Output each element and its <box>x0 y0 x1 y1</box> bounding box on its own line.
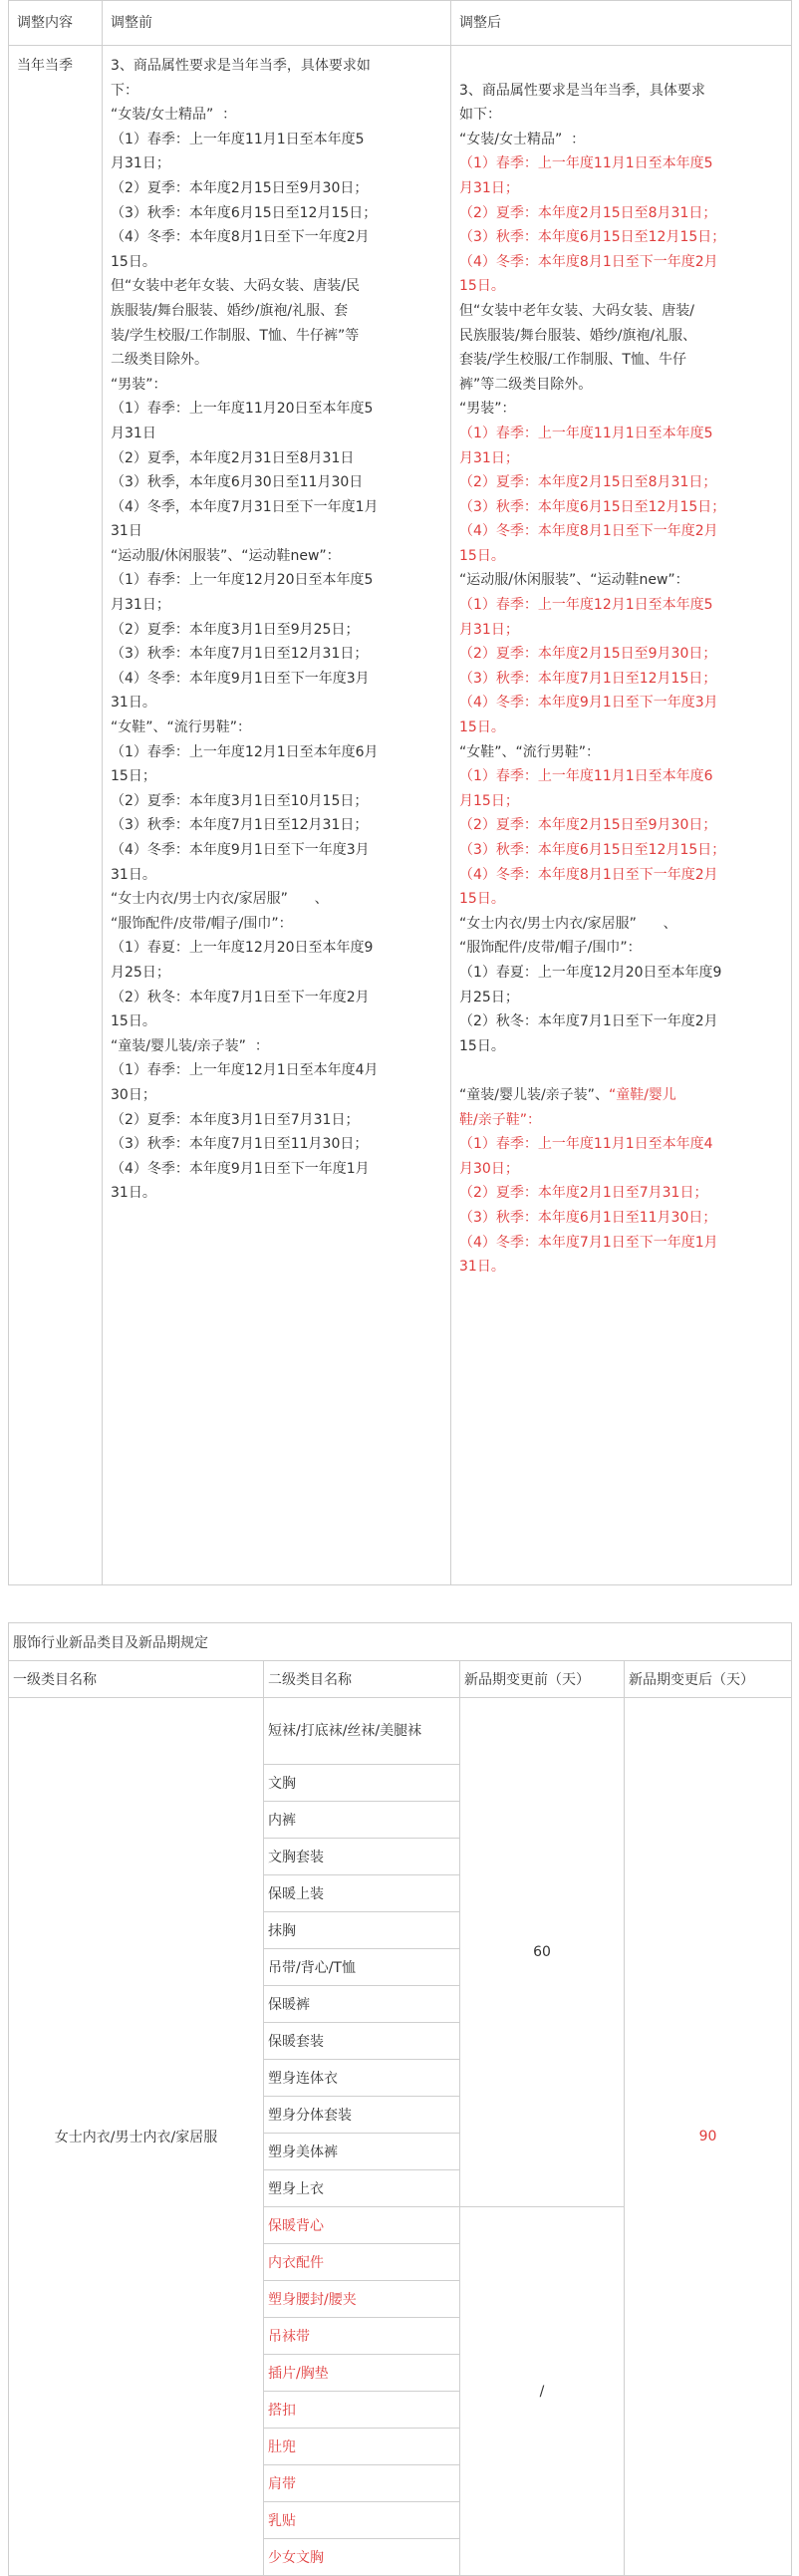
after-rules-cell <box>451 46 792 1585</box>
period-table-caption: 服饰行业新品类目及新品期规定 <box>9 1623 792 1661</box>
after-rule-text: 月25日； <box>459 989 519 1005</box>
period-table-body <box>9 1698 792 2576</box>
before-rule-line: （4）冬季：本年度9月1日至下一年度3月 <box>111 842 370 858</box>
after-rule-line <box>459 1157 783 1182</box>
after-rule-text: （2）夏季：本年度2月15日至8月31日； <box>459 204 717 221</box>
after-rule-text: （2）夏季：本年度2月1日至7月31日； <box>459 1185 708 1202</box>
after-days-value: 90 <box>625 1698 792 2576</box>
header-before: 调整前 <box>103 1 451 46</box>
before-rule-line: （3）秋季：本年度6月15日至12月15日； <box>111 204 378 221</box>
before-rule-line: “男装”： <box>111 376 167 393</box>
before-rule-line: （4）冬季：本年度8月1日至下一年度2月 <box>111 229 370 246</box>
level2-category-new: 乳贴 <box>264 2502 460 2539</box>
after-rule-text: （4）冬季：本年度8月1日至下一年度2月 <box>459 523 718 540</box>
after-rule-text: （1）春季：上一年度11月1日至本年度5 <box>459 155 713 172</box>
level2-category: 短袜/打底袜/丝袜/美腿袜 <box>264 1698 460 1765</box>
header-level2: 二级类目名称 <box>264 1661 460 1698</box>
after-rule-text: （3）秋季：本年度6月15日至12月15日； <box>459 498 726 515</box>
before-rule-line: （2）夏季：本年度3月1日至7月31日； <box>111 1111 360 1128</box>
after-rule-line <box>459 961 783 986</box>
after-rule-line <box>459 299 783 324</box>
before-rule-line: 3、商品属性要求是当年当季，具体要求如 <box>111 58 371 74</box>
after-rule-extra-text: “童鞋/婴儿 <box>608 1086 676 1103</box>
level2-category: 内裤 <box>264 1802 460 1839</box>
before-rule-line: （3）秋季，本年度6月30日至11月30日 <box>111 474 364 491</box>
after-rule-line <box>459 1231 783 1256</box>
after-rule-text: 月15日； <box>459 792 519 809</box>
after-rule-line <box>459 128 783 152</box>
level2-category-new: 插片/胸垫 <box>264 2355 460 2392</box>
after-rule-line <box>459 176 783 201</box>
level2-category-new: 吊袜带 <box>264 2318 460 2355</box>
adjustment-table <box>8 0 792 1585</box>
after-rule-text: 套装/学生校服/工作制服、T恤、牛仔 <box>459 352 686 369</box>
before-rule-line: 15日； <box>111 768 156 785</box>
after-rule-text: “女装/女士精品” ： <box>459 131 586 147</box>
period-caption-row <box>9 1623 792 1661</box>
before-rule-line: （3）秋季：本年度7月1日至11月30日； <box>111 1136 369 1153</box>
before-rule-line: “童装/婴儿装/亲子装” ： <box>111 1037 269 1054</box>
after-rule-text: （2）秋冬：本年度7月1日至下一年度2月 <box>459 1013 718 1030</box>
before-days-none: / <box>460 2207 625 2576</box>
after-rule-line <box>459 103 783 128</box>
before-rule-line: 15日。 <box>111 253 156 270</box>
after-rule-line <box>459 397 783 422</box>
after-rule-text: 15日。 <box>459 1037 505 1054</box>
before-rule-line: （1）春季：上一年度12月20日至本年度5 <box>111 572 374 589</box>
after-rule-line <box>459 936 783 961</box>
after-rule-text: （4）冬季：本年度9月1日至下一年度3月 <box>459 695 718 712</box>
header-before-days: 新品期变更前（天） <box>460 1661 625 1698</box>
before-rule-line: （2）秋冬：本年度7月1日至下一年度2月 <box>111 989 370 1005</box>
before-rule-line: 但“女装中老年女装、大码女装、唐装/民 <box>111 278 360 295</box>
after-rule-line <box>459 250 783 275</box>
after-rule-text: （1）春季：上一年度11月1日至本年度6 <box>459 768 713 785</box>
after-rule-text: （2）夏季：本年度2月15日至8月31日； <box>459 474 717 491</box>
after-rule-line <box>459 863 783 888</box>
after-rule-line <box>459 151 783 176</box>
level2-category: 文胸 <box>264 1765 460 1802</box>
after-rule-text: “童装/婴儿装/亲子装”、 <box>459 1086 609 1103</box>
before-rules-cell <box>103 46 451 1585</box>
after-rule-text: “服饰配件/皮带/帽子/围巾”： <box>459 940 642 957</box>
before-rule-line: “运动服/休闲服装”、“运动鞋new”： <box>111 547 341 564</box>
after-rule-line <box>459 201 783 226</box>
after-rule-text: 月31日； <box>459 449 519 466</box>
level1-category: 女士内衣/男士内衣/家居服 <box>9 1698 264 2576</box>
row-label: 当年当季 <box>9 46 103 1585</box>
after-rule-text: （2）夏季：本年度2月15日至9月30日； <box>459 646 717 663</box>
after-rule-text: 15日。 <box>459 278 505 295</box>
level2-category: 抹胸 <box>264 1912 460 1949</box>
after-rule-line <box>459 642 783 667</box>
level2-category-new: 保暖背心 <box>264 2207 460 2244</box>
after-rule-line <box>459 348 783 373</box>
after-rule-line <box>459 54 783 79</box>
after-rule-text: 月31日； <box>459 621 519 638</box>
before-rule-line: 31日。 <box>111 866 156 883</box>
before-rule-line: 月31日 <box>111 425 156 441</box>
level2-category-new: 肩带 <box>264 2465 460 2502</box>
after-rule-text: 鞋/亲子鞋”： <box>459 1111 541 1128</box>
after-rule-text: （3）秋季：本年度6月1日至11月30日； <box>459 1209 717 1226</box>
level2-category: 吊带/背心/T恤 <box>264 1949 460 1986</box>
before-days-value: 60 <box>460 1698 625 2207</box>
after-rule-text: （1）春季：上一年度12月1日至本年度5 <box>459 597 713 614</box>
after-rule-text: （3）秋季：本年度6月15日至12月15日； <box>459 842 726 858</box>
before-rule-line: “服饰配件/皮带/帽子/围巾”： <box>111 915 293 932</box>
after-rule-text: “女鞋”、“流行男鞋”： <box>459 743 601 760</box>
after-rule-text: 但“女装中老年女装、大码女装、唐装/ <box>459 302 694 319</box>
period-header-row <box>9 1661 792 1698</box>
after-rule-line <box>459 373 783 398</box>
after-rule-text: （3）秋季：本年度7月1日至12月15日； <box>459 670 717 687</box>
before-rule-line: “女鞋”、“流行男鞋”： <box>111 719 252 736</box>
after-rule-text: （4）冬季：本年度7月1日至下一年度1月 <box>459 1234 718 1251</box>
after-rule-line <box>459 79 783 104</box>
before-rule-line: （3）秋季：本年度7月1日至12月31日； <box>111 646 369 663</box>
after-rule-line <box>459 986 783 1010</box>
header-level1: 一级类目名称 <box>9 1661 264 1698</box>
level2-category-new: 内衣配件 <box>264 2244 460 2281</box>
after-rule-line <box>459 789 783 814</box>
after-rule-line <box>459 470 783 495</box>
after-rule-line <box>459 667 783 692</box>
after-rule-text: （2）夏季：本年度2月15日至9月30日； <box>459 817 717 834</box>
before-rule-line: 31日 <box>111 523 142 540</box>
level2-category: 保暖套装 <box>264 2023 460 2060</box>
before-rule-line: 下： <box>111 82 138 99</box>
before-rule-line: （2）夏季：本年度3月1日至9月25日； <box>111 621 360 638</box>
after-rule-text: （4）冬季：本年度8月1日至下一年度2月 <box>459 253 718 270</box>
before-rule-line: 月31日； <box>111 597 170 614</box>
after-rule-text: 月30日； <box>459 1160 519 1177</box>
before-rule-line: （4）冬季，本年度7月31日至下一年度1月 <box>111 498 379 515</box>
table-row <box>9 1698 792 1765</box>
after-rule-text: （3）秋季：本年度6月15日至12月15日； <box>459 229 726 246</box>
after-rule-text: 15日。 <box>459 891 505 908</box>
after-rule-line <box>459 691 783 716</box>
after-rule-line <box>459 1181 783 1206</box>
after-rule-text: 3、商品属性要求是当年当季，具体要求 <box>459 82 705 99</box>
level2-category: 塑身分体套装 <box>264 2097 460 2134</box>
level2-category: 保暖上装 <box>264 1875 460 1912</box>
after-rule-line <box>459 1009 783 1034</box>
after-rule-line <box>459 618 783 643</box>
after-rule-text: （1）春夏：上一年度12月20日至本年度9 <box>459 964 722 981</box>
after-rule-line <box>459 1255 783 1280</box>
adjustment-header-row <box>9 1 792 46</box>
level2-category: 塑身上衣 <box>264 2170 460 2207</box>
after-rule-text: “女士内衣/男士内衣/家居服” 、 <box>459 915 677 932</box>
after-rule-text: “男装”： <box>459 401 516 418</box>
new-product-period-table <box>8 1622 792 2576</box>
after-rule-line <box>459 1206 783 1231</box>
after-rule-line <box>459 446 783 471</box>
after-rule-line <box>459 495 783 520</box>
header-adjust-content: 调整内容 <box>9 1 103 46</box>
after-rule-line <box>459 716 783 740</box>
after-rule-line <box>459 1083 783 1108</box>
after-rule-line <box>459 324 783 349</box>
before-rule-line: 二级类目除外。 <box>111 352 208 369</box>
after-rule-text: 裤”等二级类目除外。 <box>459 376 593 393</box>
after-rule-text: 15日。 <box>459 547 505 564</box>
level2-category: 塑身连体衣 <box>264 2060 460 2097</box>
header-after-days: 新品期变更后（天） <box>625 1661 792 1698</box>
after-rule-line <box>459 1034 783 1059</box>
after-rule-line <box>459 225 783 250</box>
before-rule-line: 族服装/舞台服装、婚纱/旗袍/礼服、套 <box>111 302 349 319</box>
after-rule-line <box>459 887 783 912</box>
level2-category-new: 少女文胸 <box>264 2539 460 2576</box>
level2-category: 塑身美体裤 <box>264 2134 460 2170</box>
after-rule-line <box>459 593 783 618</box>
level2-category-new: 肚兜 <box>264 2429 460 2465</box>
before-rule-line: （1）春季：上一年度11月20日至本年度5 <box>111 401 374 418</box>
before-rule-line: （1）春季：上一年度12月1日至本年度4月 <box>111 1062 379 1079</box>
after-rule-line <box>459 813 783 838</box>
header-after: 调整后 <box>451 1 792 46</box>
after-rule-line <box>459 568 783 593</box>
before-rule-line: 月25日； <box>111 964 170 981</box>
after-rule-text: “运动服/休闲服装”、“运动鞋new”： <box>459 572 689 589</box>
before-rule-line: （4）冬季：本年度9月1日至下一年度3月 <box>111 670 370 687</box>
after-rule-line <box>459 764 783 789</box>
before-rule-line: （2）夏季，本年度2月31日至8月31日 <box>111 449 355 466</box>
before-rule-line: （1）春夏：上一年度12月20日至本年度9 <box>111 940 374 957</box>
after-rule-line <box>459 1132 783 1157</box>
after-rule-line <box>459 1108 783 1133</box>
after-rule-text: 民族服装/舞台服装、婚纱/旗袍/礼服、 <box>459 327 697 344</box>
after-rule-line <box>459 740 783 765</box>
after-rule-line <box>459 519 783 544</box>
before-rule-line: （2）夏季：本年度3月1日至10月15日； <box>111 792 369 809</box>
level2-category-new: 搭扣 <box>264 2392 460 2429</box>
after-rule-line <box>459 1058 783 1083</box>
adjustment-content-row <box>9 46 792 1585</box>
after-rule-line <box>459 838 783 863</box>
before-rule-line: （2）夏季：本年度2月15日至9月30日； <box>111 179 369 196</box>
before-rule-line: （3）秋季：本年度7月1日至12月31日； <box>111 817 369 834</box>
after-rule-text: 31日。 <box>459 1259 505 1276</box>
before-rule-line: 31日。 <box>111 1185 156 1202</box>
after-rule-text: 如下： <box>459 107 501 124</box>
before-rule-line: 装/学生校服/工作制服、T恤、牛仔裤”等 <box>111 327 360 344</box>
level2-category: 保暖裤 <box>264 1986 460 2023</box>
after-rule-text: 15日。 <box>459 719 505 736</box>
after-rule-line <box>459 422 783 446</box>
before-rule-line: 30日； <box>111 1086 156 1103</box>
after-rule-line <box>459 912 783 937</box>
after-rule-line <box>459 274 783 299</box>
level2-category-new: 塑身腰封/腰夹 <box>264 2281 460 2318</box>
before-rule-line: （1）春季：上一年度12月1日至本年度6月 <box>111 743 379 760</box>
after-rule-line <box>459 544 783 569</box>
before-rule-line: （4）冬季：本年度9月1日至下一年度1月 <box>111 1160 370 1177</box>
after-rule-text: （1）春季：上一年度11月1日至本年度4 <box>459 1136 713 1153</box>
after-rule-text: 月31日； <box>459 179 519 196</box>
before-rule-line: 31日。 <box>111 695 156 712</box>
before-rule-line: “女士内衣/男士内衣/家居服” 、 <box>111 891 329 908</box>
before-rule-line: （1）春季：上一年度11月1日至本年度5 <box>111 131 365 147</box>
level2-category: 文胸套装 <box>264 1839 460 1875</box>
before-rule-line: 月31日； <box>111 155 170 172</box>
before-rule-line: 15日。 <box>111 1013 156 1030</box>
after-rule-text: （1）春季：上一年度11月1日至本年度5 <box>459 425 713 441</box>
before-rule-line: “女装/女士精品” ： <box>111 107 237 124</box>
after-rule-text: （4）冬季：本年度8月1日至下一年度2月 <box>459 866 718 883</box>
